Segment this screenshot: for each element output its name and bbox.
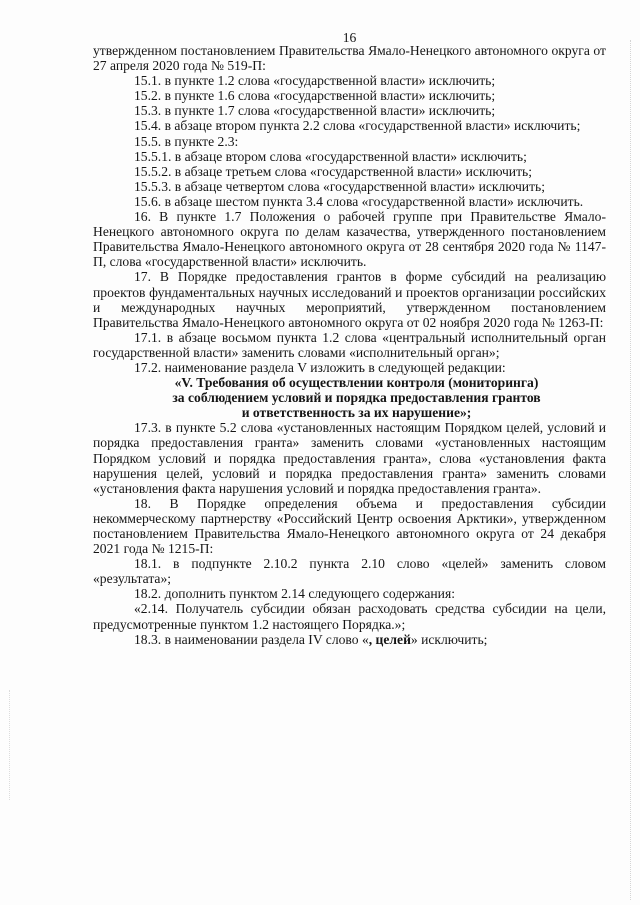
paragraph-17-2: 17.2. наименование раздела V изложить в следующей редакции: (134, 359, 506, 375)
section-v-heading-line: и ответственность за их нарушение»; (241, 405, 472, 421)
paragraph-15-1: 15.1. в пункте 1.2 слова «государственной власти» исключить; (134, 73, 496, 89)
section-v-heading-line: «V. Требования об осуществлении контроля (мониторинга) (174, 375, 539, 391)
paragraph-18-2: 18.2. дополнить пунктом 2.14 следующего содержания: (134, 586, 455, 602)
paragraph-18-3 (93, 632, 606, 647)
document-body (93, 43, 606, 647)
section-v-heading-line: за соблюдением условий и порядка предоставления грантов (172, 390, 541, 406)
paragraph-17-3: 17.3. в пункте 5.2 слова «установленных настоящим Порядком целей, условий и порядка предоставления гранта» заменить словами «установленных настоящим Порядком условий и порядка предоставления гранта», слова «установления факта нарушения целей, условий и порядка предоставления гранта» заменить словами «установления факта нарушения условий и порядка предоставления гранта». (93, 420, 606, 496)
paragraph-18-3-suffix: » исключить; (410, 631, 488, 647)
paragraph-15-5-1: 15.5.1. в абзаце втором слова «государственной власти» исключить; (134, 148, 527, 164)
section-v-heading (93, 375, 606, 420)
paragraph-18-3-prefix: 18.3. в наименовании раздела IV слово « (134, 631, 369, 647)
paragraph-15-4: 15.4. в абзаце втором пункта 2.2 слова «государственной власти» исключить; (134, 118, 581, 134)
scan-edge-mark (630, 40, 631, 900)
paragraph-17-1: 17.1. в абзаце восьмом пункта 1.2 слова «центральный исполнительный орган государственной власти» заменить словами «исполнительный орган»; (93, 329, 606, 360)
page-number: 16 (342, 30, 357, 45)
paragraph-16: 16. В пункте 1.7 Положения о рабочей группе при Правительстве Ямало-Ненецкого автономного округа по делам казачества, утвержденного постановлением Правительства Ямало-Ненецкого автономного округа от 28 сентября 2020 года № 1147-П, слова «государственной власти» исключить. (93, 209, 606, 270)
paragraph-18-1: 18.1. в подпункте 2.10.2 пункта 2.10 слово «целей» заменить словом «результата»; (93, 556, 606, 587)
paragraph-18: 18. В Порядке определения объема и предоставления субсидии некоммерческому партнерству «Российский Центр освоения Арктики», утвержденном постановлением Правительства Ямало-Ненецкого автономного округа от 24 декабря 2021 года № 1215-П: (93, 495, 606, 557)
paragraph-18-3-bold-word: , целей (368, 631, 411, 647)
paragraph-15-6: 15.6. в абзаце шестом пункта 3.4 слова «государственной власти» исключить. (134, 193, 584, 209)
paragraph-intro: утвержденном постановлением Правительства Ямало-Ненецкого автономного округа от 27 апреля 2020 года № 519-П: (93, 43, 606, 74)
paragraph-17: 17. В Порядке предоставления грантов в форме субсидий на реализацию проектов фундаментальных научных исследований и проектов организации российских и международных научных мероприятий, утвержденном постановлением Правительства Ямало-Ненецкого автономного округа от 02 ноября 2020 года № 1263-П: (93, 269, 606, 330)
paragraph-2-14-quote: «2.14. Получатель субсидии обязан расходовать средства субсидии на цели, предусмотренные пунктом 1.2 настоящего Порядка.»; (93, 601, 606, 632)
paragraph-15-3: 15.3. в пункте 1.7 слова «государственной власти» исключить; (134, 103, 496, 119)
paragraph-15-5-2: 15.5.2. в абзаце третьем слова «государственной власти» исключить; (134, 163, 532, 179)
scan-edge-mark (9, 690, 10, 800)
paragraph-15-5: 15.5. в пункте 2.3: (134, 133, 239, 149)
paragraph-15-5-3: 15.5.3. в абзаце четвертом слова «государственной власти» исключить; (134, 178, 545, 194)
paragraph-15-2: 15.2. в пункте 1.6 слова «государственной власти» исключить; (134, 88, 496, 104)
